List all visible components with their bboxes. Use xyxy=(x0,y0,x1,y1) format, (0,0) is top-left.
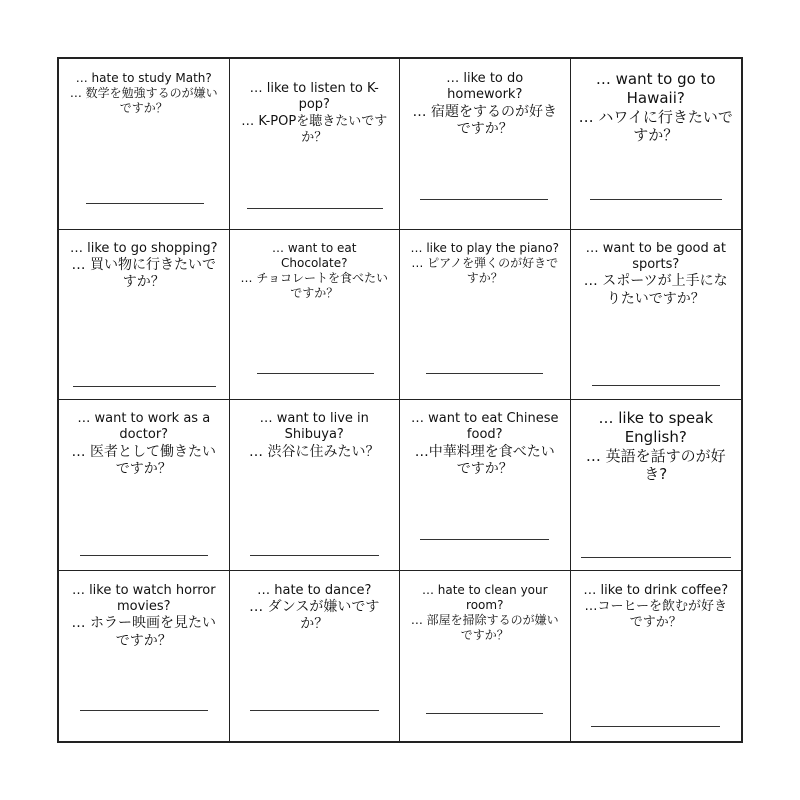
question-japanese: … 宿題をするのが好きですか？ xyxy=(412,103,557,137)
answer-line[interactable] xyxy=(86,203,204,204)
answer-line[interactable] xyxy=(420,199,548,200)
question-japanese: … ホラー映画を見たいですか？ xyxy=(71,615,216,649)
answer-line[interactable] xyxy=(247,208,383,209)
question-japanese: …中華料理を食べたいですか？ xyxy=(414,443,555,477)
question-english: … want to go to Hawaii? xyxy=(595,70,716,107)
question-english: … want to work as a doctor? xyxy=(77,411,211,443)
question-japanese: … ダンスが嫌いですか？ xyxy=(249,598,380,633)
bingo-cell xyxy=(230,400,401,571)
answer-line[interactable] xyxy=(257,373,374,374)
bingo-cell xyxy=(571,59,742,230)
answer-line[interactable] xyxy=(250,710,379,711)
question-japanese: … チョコレートを食べたいですか？ xyxy=(240,270,388,300)
question-english: … like to play the piano? xyxy=(410,240,559,255)
question-english: … want to eat Chocolate? xyxy=(272,240,357,270)
answer-line[interactable] xyxy=(250,555,379,556)
answer-line[interactable] xyxy=(420,539,549,540)
answer-line[interactable] xyxy=(592,385,720,386)
question-japanese: …コーヒーを飲むが好きですか？ xyxy=(584,598,727,630)
answer-line[interactable] xyxy=(590,199,722,200)
bingo-cell xyxy=(230,230,401,401)
answer-line[interactable] xyxy=(581,557,731,558)
bingo-cell xyxy=(59,230,230,401)
answer-line[interactable] xyxy=(426,713,543,714)
question-japanese: … ピアノを弾くのが好きですか？ xyxy=(411,255,559,285)
answer-line[interactable] xyxy=(426,373,543,374)
answer-line[interactable] xyxy=(591,726,720,727)
question-japanese: … スポーツが上手になりたいですか？ xyxy=(583,273,728,307)
bingo-cell xyxy=(400,230,571,401)
bingo-cell xyxy=(59,571,230,742)
bingo-cell xyxy=(571,571,742,742)
question-english: … hate to study Math? xyxy=(75,71,212,85)
question-japanese: … 英語を話すのが好き? xyxy=(585,446,726,484)
answer-line[interactable] xyxy=(80,555,208,556)
bingo-cell xyxy=(400,571,571,742)
question-japanese: … 医者として働きたいですか？ xyxy=(71,443,216,477)
bingo-cell xyxy=(400,59,571,230)
question-japanese: … 数学を勉強するのが嫌いですか？ xyxy=(69,86,218,115)
answer-line[interactable] xyxy=(73,386,216,387)
question-english: … want to be good at sports? xyxy=(585,240,726,272)
question-english: … hate to clean your room? xyxy=(421,582,548,612)
question-english: … like to do homework? xyxy=(446,71,524,103)
question-english: … like to speak English? xyxy=(598,409,714,446)
question-english: … like to watch horror movies? xyxy=(71,582,216,614)
bingo-cell xyxy=(230,59,401,230)
question-japanese: … ハワイに行きたいですか？ xyxy=(578,107,733,145)
bingo-grid xyxy=(57,57,743,743)
question-english: … like to listen to K-pop? xyxy=(249,81,379,113)
question-japanese: … 買い物に行きたいですか？ xyxy=(71,256,216,291)
bingo-cell xyxy=(59,59,230,230)
question-english: … want to live in Shibuya? xyxy=(259,411,369,443)
question-japanese: … 渋谷に住みたい？ xyxy=(249,443,380,460)
bingo-cell xyxy=(230,571,401,742)
bingo-cell xyxy=(571,230,742,401)
question-japanese: … K-POPを聴きたいですか？ xyxy=(241,113,388,145)
bingo-cell xyxy=(59,400,230,571)
question-english: … like to go shopping? xyxy=(69,240,218,256)
answer-line[interactable] xyxy=(80,710,208,711)
question-english: … like to drink coffee? xyxy=(583,582,729,598)
question-japanese: … 部屋を掃除するのが嫌いですか？ xyxy=(410,612,559,642)
bingo-cell xyxy=(571,400,742,571)
bingo-cell xyxy=(400,400,571,571)
question-english: … hate to dance? xyxy=(257,582,372,598)
question-english: … want to eat Chinese food? xyxy=(410,411,559,443)
